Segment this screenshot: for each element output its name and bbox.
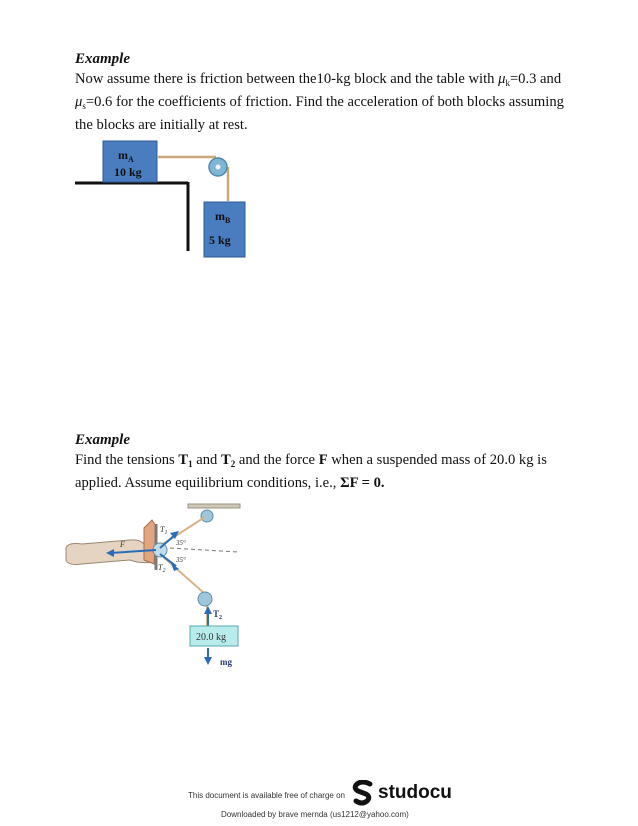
ceiling-plate [188,504,240,508]
mu-s-subscript: s [82,101,86,111]
mass-label: 20.0 kg [196,632,226,643]
example-1-text-c: =0.6 for the coefficients of friction. Find the acceleration of both blocks assuming the blocks are initially at rest. [75,94,564,133]
traction-diagram [60,500,260,675]
block-b-mass: 5 kg [209,233,231,247]
t2-symbol: $T_2$ [220,452,236,469]
tension-t2-vertical-arrowhead-icon [204,606,212,614]
example-2-heading: Example [75,432,130,448]
f-symbol: F [318,452,328,468]
foot-icon [144,520,156,564]
top-pulley-icon [201,510,213,522]
pulley-axle-icon [216,165,221,170]
example-2-text [75,451,565,493]
example-1-heading: Example [75,51,130,67]
angle-bottom-label: 35° [176,556,186,564]
block-a-label: $m_A$ [118,148,134,164]
example-1-text [75,70,575,135]
studocu-logo[interactable] [352,780,452,806]
mu-symbol-2: μ [75,94,83,110]
pulley-block-diagram [70,135,260,265]
footer-availability: This document is available free of charge on [188,791,345,800]
t1-symbol: $T_1$ [178,452,193,469]
equilibrium-condition: ΣF = 0. [340,475,385,491]
example-2-text-a: Find the tensions [75,452,179,468]
leg-cast-icon [66,527,154,565]
footer-downloaded: Downloaded by brave mernda (us1212@yahoo.com) [221,810,409,819]
example-1-text-a: Now assume there is friction between the10-kg block and the table with [75,71,499,87]
label-t1: $T_1$ [160,525,168,536]
mu-k-subscript: k [505,78,510,88]
block-a-mass: 10 kg [114,165,142,179]
reference-dashed-line [170,548,238,552]
example-2-text-b: and the force [235,452,319,468]
angle-top-label: 35° [176,539,186,547]
example-2-text-c: when a suspended mass of 20.0 kg is applied. Assume equilibrium conditions, i.e., [75,452,547,491]
studocu-brand-text: studocu [378,782,452,803]
block-b-label: $m_B$ [215,209,231,225]
label-mg: mg [220,657,232,667]
label-t2-vertical: $T_2$ [213,609,223,621]
example-1-text-b: =0.3 and [509,71,562,87]
label-f: F [120,540,125,549]
studocu-s-icon [352,780,374,806]
example-2-and: and [192,452,221,468]
lower-pulley-icon [198,592,212,606]
weight-mg-arrowhead-icon [204,657,212,665]
label-t2: $T_2$ [158,563,166,574]
mu-symbol: μ [498,71,506,87]
